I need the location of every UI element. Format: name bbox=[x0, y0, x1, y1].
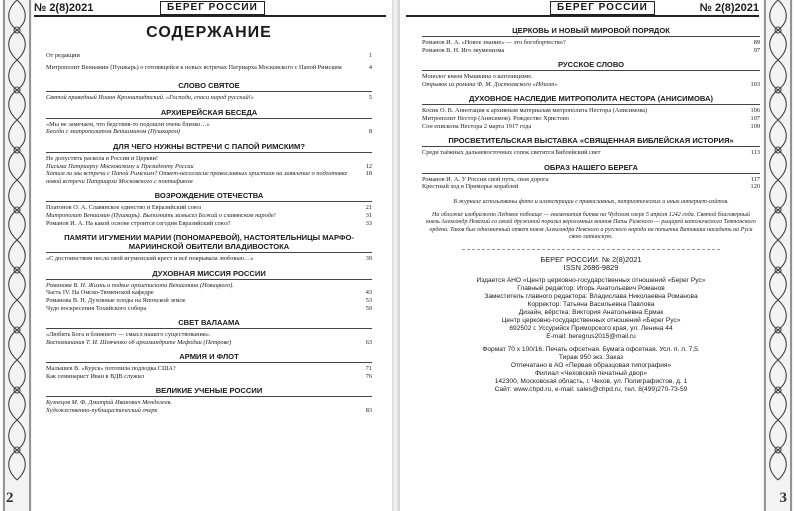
toc-entry bbox=[422, 81, 760, 89]
toc-left-column bbox=[46, 20, 372, 415]
toc-entry bbox=[46, 373, 372, 381]
toc-entry-text: Митрополит Вениамин (Пушкарь). Выполнить замысел Божий о славянском народе! bbox=[46, 211, 276, 219]
toc-entry-page: 89 bbox=[753, 39, 760, 46]
toc-section bbox=[422, 163, 760, 191]
section-rule bbox=[46, 252, 372, 253]
toc-entry-text: От редакции bbox=[46, 52, 80, 59]
toc-entry-text: Чудо воскресения Тохийского собора bbox=[46, 304, 147, 312]
section-rule bbox=[46, 152, 372, 153]
toc-section-title: РУССКОЕ СЛОВО bbox=[557, 60, 625, 70]
toc-section bbox=[422, 60, 760, 88]
toc-entry-page bbox=[354, 282, 372, 290]
masthead: БЕРЕГ РОССИИ bbox=[160, 1, 265, 15]
imprint-print-line: 142300, Московская область, г. Чехов, ул. Полиграфистов, д. 1 bbox=[494, 377, 688, 385]
toc-entry-page: 4 bbox=[368, 63, 372, 71]
toc-entry-text: Хотим ли мы встречи с Папой Римским? Ответ-несогласие православных христиан на заявление о подготовке новой встречи Патриарха Московского с понтификом bbox=[46, 170, 348, 185]
toc-entry bbox=[46, 305, 372, 313]
toc-entry-page: 53 bbox=[365, 296, 372, 304]
page-number-left: 2 bbox=[6, 490, 14, 506]
imprint-issn: ISSN 2686-9829 bbox=[563, 262, 619, 272]
toc-entry-text: Романов В. Н. Иго экуменизма bbox=[422, 46, 505, 54]
toc-entry-page: 97 bbox=[753, 46, 760, 54]
toc-entry-page: 12 bbox=[365, 162, 372, 170]
header-rule bbox=[34, 15, 386, 17]
toc-entry-page: 120 bbox=[750, 183, 760, 191]
toc-entry bbox=[46, 204, 372, 212]
toc-entry bbox=[46, 289, 372, 297]
toc-section-title: ВЕЛИКИЕ УЧЕНЫЕ РОССИИ bbox=[155, 386, 263, 396]
toc-entry bbox=[422, 183, 760, 191]
toc-entry-page: 39 bbox=[365, 255, 372, 263]
toc-entry-page: 8 bbox=[368, 128, 372, 136]
toc-entry bbox=[46, 282, 372, 290]
section-rule bbox=[46, 396, 372, 397]
toc-entry-page: 31 bbox=[365, 211, 372, 219]
toc-entry bbox=[422, 123, 760, 131]
masthead: БЕРЕГ РОССИИ bbox=[550, 1, 655, 15]
imprint-publisher-lines bbox=[422, 277, 760, 341]
toc-entry-page: 106 bbox=[750, 107, 760, 115]
toc-entry-text: Романов И. А. На какой основе строится сегодня Евразийский союз? bbox=[46, 219, 231, 227]
toc-entry-page: 103 bbox=[750, 80, 760, 88]
toc-section bbox=[46, 269, 372, 312]
toc-section-title: АРМИЯ И ФЛОТ bbox=[179, 352, 239, 362]
toc-entry-text: Сон епископа Нестора 2 марта 1917 года bbox=[422, 122, 532, 130]
toc-entry-page: 5 bbox=[368, 94, 372, 102]
toc-entry-text: Романов И. А. У России свой путь, своя дорога bbox=[422, 175, 549, 183]
toc-section-title: ПРОСВЕТИТЕЛЬСКАЯ ВЫСТАВКА «СВЯЩЕННАЯ БИБЛЕЙСКАЯ ИСТОРИЯ» bbox=[448, 136, 734, 146]
toc-section bbox=[46, 233, 372, 263]
toc-entry bbox=[46, 339, 372, 347]
toc-entry-text: Платонов О. А. Славянское единство и Евразийский союз bbox=[46, 204, 202, 212]
book-gutter bbox=[392, 0, 400, 511]
toc-entry-text: Часть IV. На Омско-Тюменской кафедре bbox=[46, 289, 154, 297]
toc-entry-text: Отрывок из романа Ф. М. Достоевского «Идиот» bbox=[422, 80, 558, 88]
toc-entry bbox=[422, 107, 760, 115]
toc-entry bbox=[46, 399, 372, 407]
imprint-line: Дизайн, вёрстка: Виктория Анатольевна Ермак bbox=[518, 308, 664, 316]
toc-entry bbox=[46, 297, 372, 305]
toc-title: СОДЕРЖАНИЕ bbox=[146, 24, 272, 41]
decorative-border-left bbox=[2, 0, 32, 511]
toc-entry-page: 71 bbox=[365, 365, 372, 373]
toc-entry-text: Письма Патриарху Московскому и Президенту России bbox=[46, 162, 194, 170]
imprint-line: Издается АНО «Центр церковно-государственных отношений «Берег Рус» bbox=[476, 276, 706, 284]
toc-entry-text: Митрополит Вениамин (Пушкарь) о готовящейся к новых встречах Патриарха Московского с Папой Римским bbox=[46, 63, 342, 71]
toc-left-sections bbox=[46, 81, 372, 414]
toc-entry-text: Кузнецов М. Ф. Дмитрий Иванович Менделеев. bbox=[46, 399, 172, 407]
section-rule bbox=[46, 91, 372, 92]
imprint-print-line: Сайт: www.chpd.ru, e-mail: sales@chpd.ru, тел. 8(499)270-73-59 bbox=[494, 385, 688, 393]
toc-section bbox=[422, 26, 760, 54]
toc-entry bbox=[46, 170, 372, 185]
section-rule bbox=[422, 173, 760, 174]
toc-entry-page: 107 bbox=[750, 114, 760, 122]
toc-section-title: ПАМЯТИ ИГУМЕНИИ МАРИИ (ПОНОМАРЕВОЙ), НАСТОЯТЕЛЬНИЦЫ МАРФО-МАРИИНСКОЙ ОБИТЕЛИ ВЛАДИВОСТОКА bbox=[64, 233, 354, 252]
toc-entry-page: 1 bbox=[368, 52, 372, 59]
toc-entry-text: Косик О. В. Аннотация к архивным материалам митрополита Нестора (Анисимова) bbox=[422, 107, 648, 115]
toc-entry bbox=[46, 407, 372, 415]
issue-number: № 2(8)2021 bbox=[34, 2, 94, 14]
toc-entry bbox=[46, 212, 372, 220]
toc-entry-text: Митрополит Нестор (Анисимов). Рождество Христово bbox=[422, 114, 569, 122]
toc-entry-text: Крестный ход в Приморье кораблей bbox=[422, 183, 519, 191]
toc-section bbox=[46, 191, 372, 227]
toc-entry-text: Беседа с митрополитом Вениамином (Пушкарем) bbox=[46, 128, 181, 136]
toc-section-title: ДУХОВНАЯ МИССИЯ РОССИИ bbox=[152, 268, 266, 278]
spacer bbox=[46, 71, 372, 75]
imprint-magazine: БЕРЕГ РОССИИ. № 2(8)2021 bbox=[540, 254, 642, 264]
imprint-print-line: Тираж 950 экз. Заказ bbox=[558, 353, 624, 361]
toc-right-sections bbox=[422, 26, 760, 191]
section-rule bbox=[46, 362, 372, 363]
toc-entry bbox=[46, 128, 372, 136]
section-rule bbox=[46, 328, 372, 329]
right-page bbox=[400, 0, 795, 511]
imprint-print-line: Филиал «Чеховский печатный двор» bbox=[534, 369, 648, 377]
toc-entry-page: 43 bbox=[365, 289, 372, 297]
toc-entry-text: Художественно-публицистический очерк bbox=[46, 407, 158, 415]
toc-entry-text: Святой праведный Иоанн Кронштадтский. «Господи, спаси народ русский!» bbox=[46, 94, 254, 102]
toc-section-title: СЛОВО СВЯТОЕ bbox=[178, 81, 240, 91]
imprint-line: Заместитель главного редактора: Владислава Николаевна Романова bbox=[484, 292, 698, 300]
toc-section bbox=[46, 386, 372, 414]
section-rule bbox=[46, 279, 372, 280]
toc-section bbox=[46, 81, 372, 102]
toc-entry bbox=[46, 220, 372, 228]
section-rule bbox=[46, 118, 372, 119]
toc-entry-text: Малышев В. «Курск» потопила подлодка США? bbox=[46, 365, 176, 373]
toc-section-title: ДУХОВНОЕ НАСЛЕДИЕ МИТРОПОЛИТА НЕСТОРА (АНИСИМОВА) bbox=[468, 94, 713, 104]
issue-number: № 2(8)2021 bbox=[699, 2, 759, 14]
toc-section-title: ВОЗРОЖДЕНИЕ ОТЕЧЕСТВА bbox=[154, 191, 264, 201]
imprint-block bbox=[422, 256, 760, 394]
toc-entry bbox=[422, 176, 760, 184]
toc-entry-page: 59 bbox=[365, 304, 372, 312]
section-rule bbox=[422, 146, 760, 147]
toc-entry-page: 113 bbox=[750, 149, 760, 157]
toc-entry-text: Монолог князя Мышкина о католицизме. bbox=[422, 73, 533, 81]
toc-entry-text: Романов И. А. «Новое знание» — это богоборчество? bbox=[422, 39, 566, 46]
imprint-print-line: Формат 70 х 100/16. Печать офсетная. Бумага офсетная. Усл. п. л. 7,5. bbox=[482, 345, 700, 353]
section-rule bbox=[422, 36, 760, 37]
section-rule bbox=[422, 70, 760, 71]
toc-entry bbox=[422, 115, 760, 123]
toc-entry-page bbox=[354, 331, 372, 339]
toc-entry bbox=[422, 47, 760, 55]
section-rule bbox=[46, 201, 372, 202]
toc-section bbox=[46, 108, 372, 136]
toc-entry bbox=[46, 155, 372, 163]
toc-entry bbox=[422, 149, 760, 157]
toc-entry-page bbox=[354, 121, 372, 129]
toc-section bbox=[46, 142, 372, 185]
toc-entry-text: Как семинарист Иван в ВДВ служил bbox=[46, 372, 144, 380]
toc-entry bbox=[46, 94, 372, 102]
toc-section-title: ДЛЯ ЧЕГО НУЖНЫ ВСТРЕЧИ С ПАПОЙ РИМСКИМ? bbox=[113, 141, 305, 151]
divider bbox=[462, 249, 720, 250]
toc-entry-text: Романова В. Н. Духовные плоды на Японской земле bbox=[46, 296, 186, 304]
page-number-right: 3 bbox=[779, 490, 787, 506]
toc-right-column bbox=[422, 20, 760, 394]
toc-entry-text: Среди таёжных дальневосточных сопок светится Библейский свет bbox=[422, 149, 601, 157]
left-page bbox=[0, 0, 392, 511]
imprint-print-lines bbox=[422, 346, 760, 394]
toc-section-title: ЦЕРКОВЬ И НОВЫЙ МИРОВОЙ ПОРЯДОК bbox=[512, 26, 670, 35]
toc-section-title: СВЕТ ВАЛААМА bbox=[178, 318, 240, 328]
toc-entry bbox=[46, 163, 372, 171]
toc-entry-text: Романова В. Н. Жизнь и подвиг архиепископа Вениамина (Новицкого). bbox=[46, 281, 234, 289]
toc-entry-page: 18 bbox=[365, 170, 372, 178]
toc-entry bbox=[422, 73, 760, 81]
toc-section bbox=[422, 94, 760, 130]
toc-entry bbox=[46, 121, 372, 129]
imprint-line: Центр церковно-государственных отношений «Берег Рус» bbox=[501, 316, 681, 324]
imprint-line: Главный редактор: Игорь Анатольевич Романов bbox=[517, 284, 665, 292]
header-rule bbox=[406, 15, 759, 17]
toc-entry-page: 117 bbox=[750, 175, 760, 183]
toc-intro bbox=[46, 52, 372, 75]
toc-entry-text: «С достоинством несла свой игуменский крест и всё покрывала любовью…» bbox=[46, 255, 254, 263]
toc-section bbox=[46, 352, 372, 380]
toc-entry-page bbox=[742, 73, 760, 81]
toc-entry bbox=[46, 365, 372, 373]
toc-entry-text: «Любить Бога и ближнего — смысл нашего существования». bbox=[46, 331, 211, 339]
imprint-line: Корректор: Татьяна Васильевна Павлова bbox=[527, 300, 655, 308]
toc-entry bbox=[46, 331, 372, 339]
toc-entry-page: 109 bbox=[750, 122, 760, 130]
toc-entry-page bbox=[354, 155, 372, 163]
decorative-border-right bbox=[763, 0, 793, 511]
toc-entry bbox=[46, 52, 372, 60]
section-rule bbox=[422, 104, 760, 105]
toc-entry bbox=[422, 39, 760, 47]
imprint-print-line: Отпечатано в АО «Первая образцовая типография» bbox=[510, 361, 672, 369]
toc-section bbox=[46, 318, 372, 346]
toc-entry-page: 33 bbox=[365, 219, 372, 227]
toc-entry-text: «Мы не замечаем, что бедствия-то подошли очень близко…» bbox=[46, 120, 210, 128]
toc-section-title: ОБРАЗ НАШЕГО БЕРЕГА bbox=[544, 162, 638, 172]
cover-description-note: На обложке изображено Ледовое побоище — знаменитая битва на Чудском озере 5 апреля 1242 года. Святой благоверный князь Александр Невский со своей дружиной поразил вероломных воинов Папы Римского — рыцарей католического Тевтонского ордена. Таков был однозначный ответ князя Александра Невского и русского народа на попытки Ватикана насадить на Руси свою латинскую. bbox=[426, 212, 756, 240]
imprint-line: 692502 г. Уссурийск Приморского края, ул. Ленина 44 bbox=[509, 324, 673, 332]
toc-entry-text: Воспоминания Т. И. Шевченко об архимандрите Мефодии (Петрове) bbox=[46, 338, 232, 346]
imprint-line: E-mail: beregrus2015@mail.ru bbox=[546, 332, 636, 340]
toc-entry-page: 21 bbox=[365, 204, 372, 212]
toc-entry-page: 76 bbox=[365, 372, 372, 380]
toc-entry-text: Не допустить раскола в России и Церкви! bbox=[46, 154, 158, 162]
toc-section bbox=[422, 136, 760, 157]
toc-entry bbox=[46, 64, 372, 72]
toc-entry-page: 63 bbox=[365, 338, 372, 346]
toc-entry bbox=[46, 255, 372, 263]
photo-credits-note: В журнале использованы фото и иллюстрации с православных, патриотических и иных интернет-сайтов. bbox=[453, 198, 729, 205]
toc-entry-page bbox=[354, 399, 372, 407]
toc-section-title: АРХИЕРЕЙСКАЯ БЕСЕДА bbox=[160, 107, 258, 117]
toc-entry-page: 83 bbox=[365, 407, 372, 415]
